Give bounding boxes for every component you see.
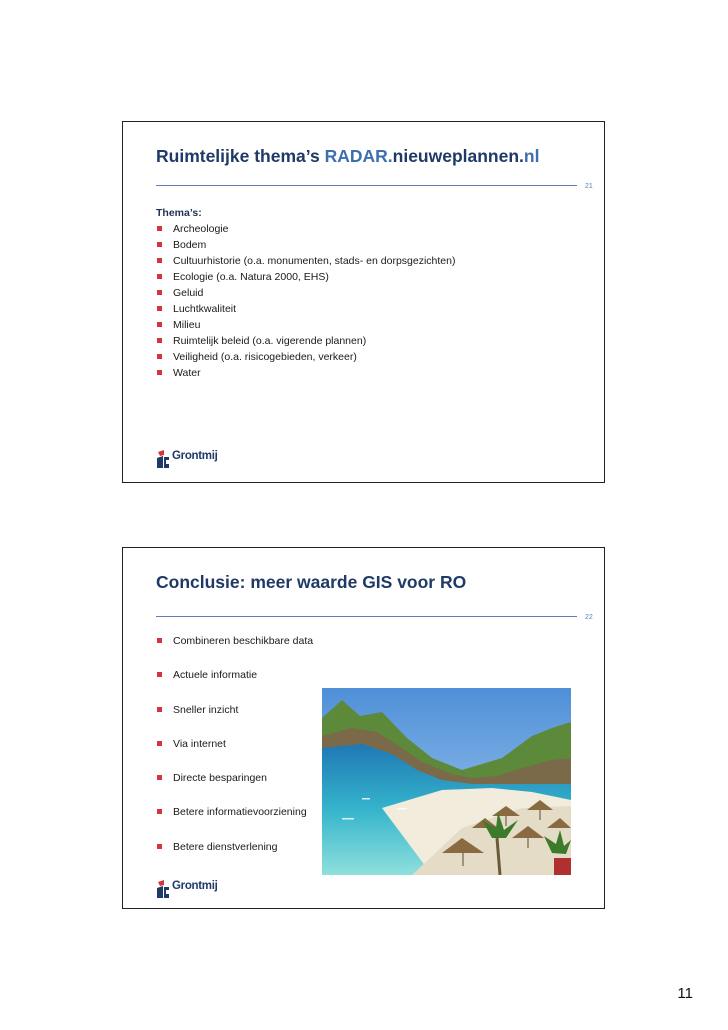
section-label: Thema’s: bbox=[156, 207, 202, 219]
bullet-square-icon bbox=[157, 809, 162, 814]
list-item-text: Ruimtelijk beleid (o.a. vigerende plannen) bbox=[173, 335, 367, 347]
bullet-square-icon bbox=[157, 338, 162, 343]
list-item-text: Sneller inzicht bbox=[173, 703, 239, 716]
list-item-text: Directe besparingen bbox=[173, 772, 267, 785]
list-item bbox=[156, 633, 313, 667]
bullet-square-icon bbox=[157, 370, 162, 375]
list-item bbox=[156, 221, 455, 237]
bullet-square-icon bbox=[157, 290, 162, 295]
list-item bbox=[156, 285, 455, 301]
list-item-text: Water bbox=[173, 367, 201, 379]
grontmij-logo bbox=[156, 878, 226, 900]
list-item-text: Milieu bbox=[173, 319, 201, 331]
beach-photo-illustration bbox=[322, 688, 571, 875]
list-item-text: Actuele informatie bbox=[173, 669, 258, 682]
list-item bbox=[156, 770, 313, 804]
list-item bbox=[156, 667, 313, 701]
slide-number: 22 bbox=[585, 614, 593, 621]
list-item-text: Betere informatievoorziening bbox=[173, 806, 307, 819]
slide-number: 21 bbox=[585, 183, 593, 190]
title-divider bbox=[156, 185, 577, 186]
list-item bbox=[156, 317, 455, 333]
grontmij-logo-icon bbox=[156, 879, 172, 899]
slide-21 bbox=[122, 121, 605, 483]
grontmij-logo-icon bbox=[156, 449, 172, 469]
list-item-text: Veiligheid (o.a. risicogebieden, verkeer) bbox=[173, 351, 357, 363]
list-item-text: Cultuurhistorie (o.a. monumenten, stads- en dorpsgezichten) bbox=[173, 255, 456, 267]
slide-22 bbox=[122, 547, 605, 909]
list-item bbox=[156, 253, 455, 269]
bullet-square-icon bbox=[157, 258, 162, 263]
title-divider bbox=[156, 616, 577, 617]
list-item-text: Geluid bbox=[173, 287, 204, 299]
list-item-text: Bodem bbox=[173, 239, 207, 251]
list-item bbox=[156, 237, 455, 253]
title-nl: nl bbox=[523, 146, 540, 166]
list-item bbox=[156, 333, 455, 349]
bullet-square-icon bbox=[157, 354, 162, 359]
title-text: Ruimtelijke thema’s bbox=[156, 146, 325, 166]
list-item bbox=[156, 365, 455, 381]
list-item bbox=[156, 736, 313, 770]
bullet-square-icon bbox=[157, 226, 162, 231]
list-item bbox=[156, 269, 455, 285]
bullet-square-icon bbox=[157, 242, 162, 247]
bullet-square-icon bbox=[157, 672, 162, 677]
list-item bbox=[156, 839, 313, 873]
grontmij-logo bbox=[156, 448, 226, 470]
bullet-square-icon bbox=[157, 844, 162, 849]
list-item bbox=[156, 804, 313, 838]
logo-text: Grontmij bbox=[172, 450, 218, 462]
list-item-text: Combineren beschikbare data bbox=[173, 635, 314, 647]
bullet-square-icon bbox=[157, 707, 162, 712]
bullet-square-icon bbox=[157, 274, 162, 279]
slide-title bbox=[156, 146, 539, 167]
list-item-text: Archeologie bbox=[173, 223, 229, 235]
list-item-text: Ecologie (o.a. Natura 2000, EHS) bbox=[173, 271, 329, 283]
bullet-square-icon bbox=[157, 775, 162, 780]
list-item bbox=[156, 702, 313, 736]
list-item bbox=[156, 301, 455, 317]
slide-title: Conclusie: meer waarde GIS voor RO bbox=[156, 572, 467, 592]
bullet-square-icon bbox=[157, 322, 162, 327]
list-item-text: Betere dienstverlening bbox=[173, 840, 278, 853]
list-item bbox=[156, 349, 455, 365]
logo-text: Grontmij bbox=[172, 880, 218, 892]
bullet-square-icon bbox=[157, 638, 162, 643]
list-item-text: Luchtkwaliteit bbox=[173, 303, 237, 315]
title-nieuweplannen: nieuweplannen. bbox=[392, 146, 524, 166]
beach-photo bbox=[322, 688, 571, 875]
title-radar: RADAR. bbox=[324, 146, 393, 166]
bullet-square-icon bbox=[157, 306, 162, 311]
page-number: 11 bbox=[677, 985, 693, 1002]
bullet-square-icon bbox=[157, 741, 162, 746]
bullet-list bbox=[156, 221, 455, 381]
bullet-list bbox=[156, 633, 313, 873]
list-item-text: Via internet bbox=[173, 737, 226, 750]
